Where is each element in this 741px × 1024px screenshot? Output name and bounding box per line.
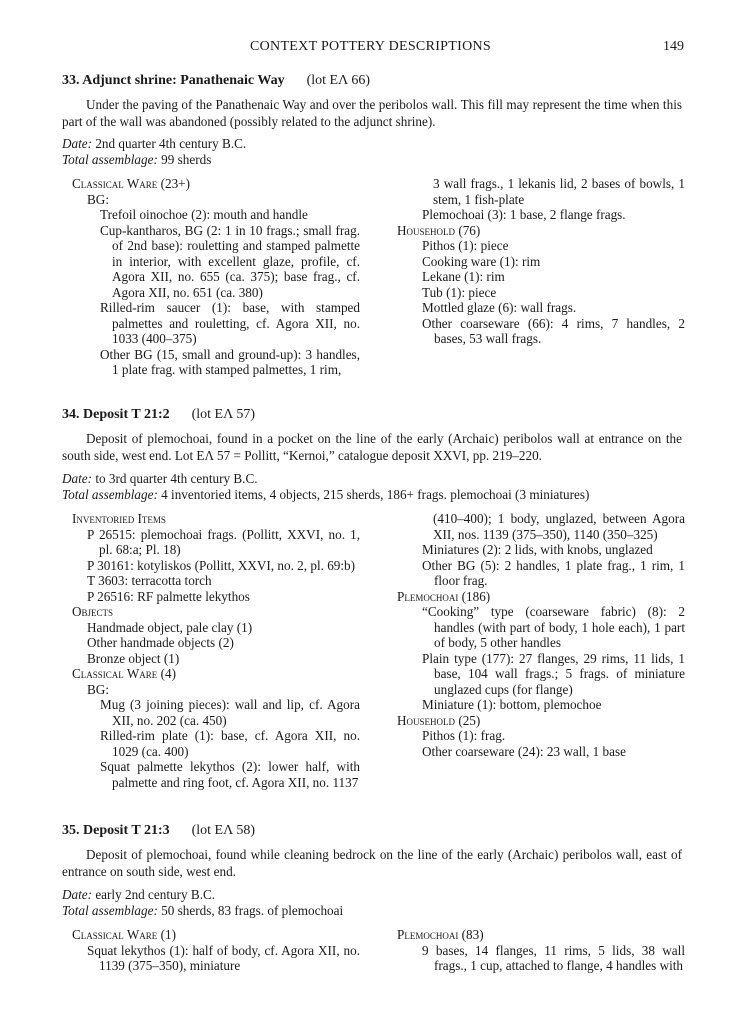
subcategory: BG: (87, 681, 109, 697)
list-item: Rilled-rim plate (1): base, cf. Agora XII, no. 1029 (ca. 400) (100, 728, 360, 759)
section-33-description: Under the paving of the Panathenaic Way and over the peribolos wall. This fill may represent the time when this part of the wall was abandoned (possibly related to the adjunct shrine). (62, 97, 682, 129)
section-33-heading (62, 73, 370, 89)
list-item: P 30161: kotyliskos (Pollitt, XXVI, no. 2, pl. 69:b) (87, 557, 356, 573)
list-item: Pithos (1): piece (422, 238, 509, 253)
section-35-heading (62, 823, 255, 839)
list-item: Tub (1): piece (422, 284, 497, 300)
list-item: Squat palmette lekythos (2): lower half, with palmette and ring foot, cf. Agora XII, no. 1137 (100, 759, 360, 790)
category-heading: Inventoried Items (72, 511, 166, 526)
list-item: “Cooking” type (coarseware fabric) (8): 2 handles (with part of body, 1 hole each), 1 part of body, 5 other handles (422, 604, 685, 650)
list-item: Other BG (15, small and ground-up): 3 handles, 1 plate frag. with stamped palmettes, 1 rim, (100, 346, 360, 377)
section-35-right-column (397, 927, 685, 974)
section-33-meta: Date: 2nd quarter 4th century B.C. Total assemblage: 99 sherds (62, 136, 247, 167)
list-item: Cooking ware (1): rim (422, 253, 541, 269)
list-item: Miniatures (2): 2 lids, with knobs, unglazed (422, 542, 653, 557)
list-item: Other BG (5): 2 handles, 1 plate frag., 1 rim, 1 floor frag. (422, 557, 685, 588)
category-heading: Classical Ware (1) (72, 927, 176, 942)
section-35-left-column (62, 927, 360, 974)
section-34-heading (62, 407, 255, 423)
list-item: Other coarseware (24): 23 wall, 1 base (422, 743, 626, 759)
subcategory: BG: (87, 191, 109, 207)
running-header: CONTEXT POTTERY DESCRIPTIONS (250, 39, 491, 54)
list-item: Plain type (177): 27 flanges, 29 rims, 11 lids, 1 base, 104 wall frags.; 5 frags. of miniature unglazed cups (for flange) (422, 650, 685, 697)
lot-number: (lot EΛ 58) (191, 823, 256, 838)
list-item: P 26515: plemochoai frags. (Pollitt, XXVI, no. 1, pl. 68:a; Pl. 18) (87, 526, 360, 557)
list-item: Mug (3 joining pieces): wall and lip, cf. Agora XII, no. 202 (ca. 450) (100, 697, 360, 728)
list-item: Miniature (1): bottom, plemochoe (422, 697, 602, 712)
list-item: P 26516: RF palmette lekythos (87, 588, 250, 604)
category-heading: Plemochoai (83) (397, 927, 484, 942)
list-item: Cup-kantharos, BG (2: 1 in 10 frags.; small frag. of 2nd base): rouletting and stamped palmette in interior, with excellent glaze, profile, cf. Agora XII, no. 655 (ca. 375); base frag., cf. Agora XII, no. 651 (ca. 380) (100, 222, 360, 300)
category-heading: Classical Ware (23+) (72, 176, 191, 191)
list-item: Rilled-rim saucer (1): base, with stamped palmettes and rouletting, cf. Agora XII, no. 1033 (400–375) (100, 300, 360, 346)
category-heading: Classical Ware (4) (72, 666, 176, 681)
category-heading: Household (25) (397, 712, 481, 728)
section-34-right-column (397, 511, 685, 759)
list-item-continued: (410–400); 1 body, unglazed, between Agora XII, nos. 1139 (375–350), 1140 (350–325) (433, 511, 685, 542)
list-item: 9 bases, 14 flanges, 11 rims, 5 lids, 38 wall frags., 1 cup, attached to flange, 4 handles with (422, 942, 685, 973)
category-heading: Objects (72, 604, 114, 619)
page-number: 149 (663, 39, 684, 54)
list-item: Squat lekythos (1): half of body, cf. Agora XII, no. 1139 (375–350), miniature (87, 942, 360, 973)
list-item: Pithos (1): frag. (422, 728, 506, 743)
category-heading: Plemochoai (186) (397, 588, 491, 604)
section-title: 34. Deposit T 21:2 (62, 407, 170, 422)
list-item: Other coarseware (66): 4 rims, 7 handles, 2 bases, 53 wall frags. (422, 315, 685, 346)
section-33-right-column (397, 176, 685, 347)
list-item: Lekane (1): rim (422, 269, 505, 284)
lot-number: (lot EΛ 66) (306, 73, 371, 88)
section-33-left-column (62, 176, 360, 378)
list-item: Other handmade objects (2) (87, 635, 234, 650)
list-item: Handmade object, pale clay (1) (87, 619, 253, 635)
section-35-description: Deposit of plemochoai, found while cleaning bedrock on the line of the early (Archaic) peribolos wall, east of entrance on south side, west end. (62, 847, 682, 879)
section-35-meta: Date: early 2nd century B.C. Total assemblage: 50 sherds, 83 frags. of plemochoai (62, 887, 344, 918)
section-34-description: Deposit of plemochoai, found in a pocket on the line of the early (Archaic) peribolos wall at entrance on the south side, west end. Lot EΛ 57 = Pollitt, “Kernoi,” catalogue deposit XXVI, pp. 219–220. (62, 431, 682, 463)
section-34-left-column (62, 511, 360, 790)
category-heading: Household (76) (397, 222, 481, 238)
list-item-continued: 3 wall frags., 1 lekanis lid, 2 bases of bowls, 1 stem, 1 fish-plate (433, 176, 685, 207)
section-title: 33. Adjunct shrine: Panathenaic Way (62, 73, 285, 88)
list-item: Plemochoai (3): 1 base, 2 flange frags. (422, 207, 626, 222)
list-item: Mottled glaze (6): wall frags. (422, 300, 577, 315)
list-item: T 3603: terracotta torch (87, 573, 212, 588)
section-34-meta: Date: to 3rd quarter 4th century B.C. Total assemblage: 4 inventoried items, 4 objects, 215 sherds, 186+ frags. plemochoai (3 miniatures) (62, 471, 590, 502)
list-item: Trefoil oinochoe (2): mouth and handle (100, 207, 308, 222)
list-item: Bronze object (1) (87, 650, 180, 666)
section-title: 35. Deposit T 21:3 (62, 823, 170, 838)
lot-number: (lot EΛ 57) (191, 407, 256, 422)
